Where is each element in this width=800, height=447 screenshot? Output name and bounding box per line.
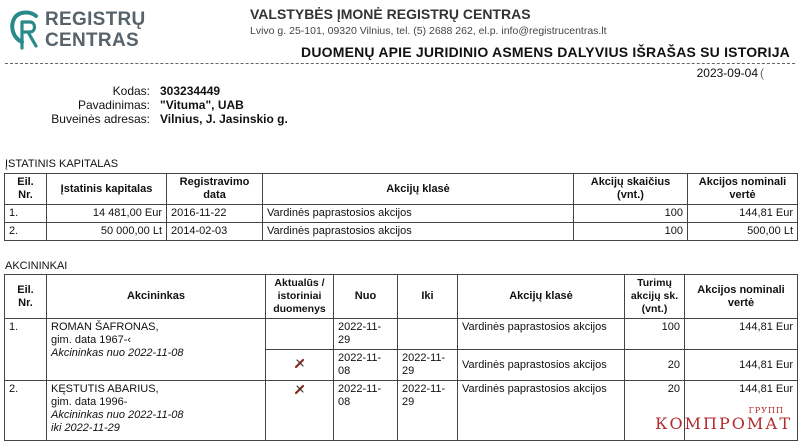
capital-amount: 14 481,00 Eur bbox=[47, 205, 167, 223]
col-header-to: Iki bbox=[398, 275, 458, 319]
capital-table bbox=[4, 173, 798, 241]
shareholder-cell bbox=[47, 319, 266, 381]
row-nr: 2. bbox=[5, 223, 47, 241]
shareholder-since: Akcininkas nuo 2022-11-08 bbox=[51, 347, 184, 359]
col-header-shares-held: Turimų akcijų sk. (vnt.) bbox=[625, 275, 685, 319]
col-header-nr: Eil. Nr. bbox=[5, 174, 47, 205]
registry-logo-icon bbox=[10, 10, 42, 50]
col-header-share-count: Akcijų skaičius (vnt.) bbox=[574, 174, 688, 205]
nominal-value: 144,81 Eur bbox=[685, 381, 798, 441]
share-class: Vardinės paprastosios akcijos bbox=[458, 381, 625, 441]
share-count: 100 bbox=[574, 205, 688, 223]
col-header-shareholder: Akcininkas bbox=[47, 275, 266, 319]
registration-date: 2016-11-22 bbox=[167, 205, 263, 223]
col-header-reg-date: Registravimo data bbox=[167, 174, 263, 205]
shareholder-since: Akcininkas nuo 2022-11-08 bbox=[51, 409, 184, 421]
date-to: 2022-11-29 bbox=[398, 381, 458, 441]
row-nr: 2. bbox=[5, 381, 47, 441]
history-cell bbox=[266, 350, 334, 381]
name-label: Pavadinimas: bbox=[77, 98, 150, 112]
capital-header-row bbox=[5, 174, 798, 205]
date-to: 2022-11-29 bbox=[398, 350, 458, 381]
date-mark: ( bbox=[760, 66, 764, 80]
shares-held: 100 bbox=[625, 319, 685, 350]
nominal-value: 144,81 Eur bbox=[688, 205, 798, 223]
capital-amount: 50 000,00 Lt bbox=[47, 223, 167, 241]
watermark-logo: КОМПРОМАТ bbox=[655, 414, 792, 433]
col-header-nominal: Akcijos nominali vertė bbox=[688, 174, 798, 205]
col-header-from: Nuo bbox=[334, 275, 398, 319]
company-address: Lvivo g. 25-101, 09320 Vilnius, tel. (5) 2688 262, el.p. info@registrucentras.lt bbox=[250, 25, 607, 37]
col-header-capital: Įstatinis kapitalas bbox=[47, 174, 167, 205]
code-value: 303234449 bbox=[160, 84, 221, 98]
shareholder-until: iki 2022-11-29 bbox=[51, 422, 120, 434]
col-header-nominal: Akcijos nominali vertė bbox=[685, 275, 798, 319]
table-row bbox=[5, 319, 798, 350]
pencil-icon[interactable] bbox=[294, 383, 306, 395]
share-class: Vardinės paprastosios akcijos bbox=[458, 319, 625, 350]
shareholder-birth-date: gim. data 1967-‹ bbox=[51, 334, 132, 346]
document-title: DUOMENŲ APIE JURIDINIO ASMENS DALYVIUS IŠRAŠAS SU ISTORIJA bbox=[301, 44, 790, 60]
header-divider bbox=[5, 63, 795, 64]
watermark-sub: ГРУПП bbox=[748, 406, 784, 415]
logo-wordmark bbox=[45, 9, 146, 51]
pencil-icon[interactable] bbox=[294, 357, 306, 369]
capital-section-title: ĮSTATINIS KAPITALAS bbox=[5, 158, 119, 170]
col-header-share-class: Akcijų klasė bbox=[458, 275, 625, 319]
shareholders-section-title: AKCININKAI bbox=[5, 260, 68, 272]
shareholders-header-row bbox=[5, 275, 798, 319]
share-class: Vardinės paprastosios akcijos bbox=[263, 223, 574, 241]
name-value: "Vituma", UAB bbox=[160, 98, 244, 112]
address-value: Vilnius, J. Jasinskio g. bbox=[160, 112, 288, 126]
table-row bbox=[5, 223, 798, 241]
nominal-value: 500,00 Lt bbox=[688, 223, 798, 241]
table-row bbox=[5, 205, 798, 223]
shareholder-name: KĘSTUTIS ABARIUS, bbox=[51, 383, 159, 395]
share-class: Vardinės paprastosios akcijos bbox=[458, 350, 625, 381]
date-from: 2022-11-29 bbox=[334, 319, 398, 350]
shareholder-name: ROMAN ŠAFRONAS, bbox=[51, 321, 159, 333]
shares-held: 20 bbox=[625, 350, 685, 381]
nominal-value: 144,81 Eur bbox=[685, 350, 798, 381]
nominal-value: 144,81 Eur bbox=[685, 319, 798, 350]
date-from: 2022-11-08 bbox=[334, 350, 398, 381]
logo-line-2: CENTRAS bbox=[45, 30, 139, 51]
share-class: Vardinės paprastosios akcijos bbox=[263, 205, 574, 223]
col-header-nr: Eil. Nr. bbox=[5, 275, 47, 319]
row-nr: 1. bbox=[5, 319, 47, 381]
document-date: 2023-09-04 bbox=[696, 66, 758, 80]
col-header-share-class: Akcijų klasė bbox=[263, 174, 574, 205]
code-label: Kodas: bbox=[112, 84, 150, 98]
col-header-current-historic: Aktualūs / istoriniai duomenys bbox=[266, 275, 334, 319]
share-count: 100 bbox=[574, 223, 688, 241]
history-cell bbox=[266, 381, 334, 441]
date-from: 2022-11-08 bbox=[334, 381, 398, 441]
shareholder-cell bbox=[47, 381, 266, 441]
row-nr: 1. bbox=[5, 205, 47, 223]
shares-held: 20 bbox=[625, 381, 685, 441]
logo-line-1: REGISTRŲ bbox=[45, 9, 146, 30]
registration-date: 2014-02-03 bbox=[167, 223, 263, 241]
address-label: Buveinės adresas: bbox=[51, 112, 150, 126]
history-cell bbox=[266, 319, 334, 350]
company-name: VALSTYBĖS ĮMONĖ REGISTRŲ CENTRAS bbox=[250, 6, 531, 22]
date-to bbox=[398, 319, 458, 350]
shareholder-birth-date: gim. data 1996- bbox=[51, 396, 128, 408]
